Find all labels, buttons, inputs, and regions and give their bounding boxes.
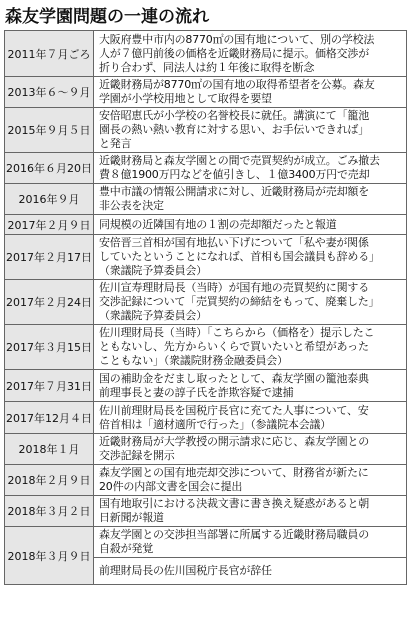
event-description [94,108,407,153]
table-row [5,280,407,325]
event-date: 2018年１月 [5,434,94,465]
event-text-line: （衆議院予算委員会） [99,309,207,322]
event-text-line: していたということになれば、首相も国会議員も辞める」 [99,250,380,263]
event-text-line: 自殺が発覚 [99,542,153,555]
event-text-line: 日新聞が報道 [99,511,164,524]
event-description [94,434,407,465]
table-row [5,235,407,280]
event-description [94,325,407,370]
event-text-line: 交渉記録について「売買契約の締結をもって、廃棄した」 [99,295,380,308]
event-date: 2013年６～９月 [5,77,94,108]
event-text-line: 豊中市議の情報公開請求に対し、近畿財務局が売却額を [99,185,369,198]
event-description [94,527,407,558]
event-text-line: 費８億1900万円などを値引きし、１億3400万円で売却 [99,168,370,181]
event-date: 2018年３月２日 [5,496,94,527]
table-row [5,465,407,496]
event-text-line: 国有地取引における決裁文書に書き換え疑惑があると朝 [99,497,369,510]
event-description [94,153,407,184]
event-text-line: 折り合わず、同法人は約１年後に取得を断念 [99,60,315,74]
event-text-line: 近畿財務局と森友学園との間で売買契約が成立。ごみ撤去 [99,154,380,167]
event-date: 2017年３月15日 [5,325,94,370]
event-text-line: 国の補助金をだまし取ったとして、森友学園の籠池泰典 [99,371,369,385]
table-row [5,402,407,434]
event-text-line: 前理財局長の佐川国税庁長官が辞任 [99,564,272,577]
event-date: 2011年７月ごろ [5,31,94,77]
table-row [5,434,407,465]
event-text-line: 人が７億円前後の価格を近畿財務局に提示。価格交渉が [99,46,369,60]
event-description [94,215,407,235]
event-text-line: 同規模の近隣国有地の１割の売却額だったと報道 [99,217,337,231]
table-row [5,527,407,558]
page-title: 森友学園問題の一連の流れ [5,7,209,27]
event-text-line: 近畿財務局が大学教授の開示請求に応じ、森友学園との [99,435,369,448]
event-description [94,465,407,496]
timeline-table [4,30,407,585]
event-text-line: 森友学園との国有地売却交渉について、財務省が新たに [99,466,369,479]
event-text-line: 安倍晋三首相が国有地払い下げについて「私や妻が関係 [99,236,369,249]
event-text-line: 交渉記録を開示 [99,449,175,462]
event-description [94,31,407,77]
event-date: 2017年２月９日 [5,215,94,235]
event-date: 2015年９月５日 [5,108,94,153]
event-text-line: 20件の内部文書を国会に提出 [99,480,243,493]
table-row [5,215,407,235]
table-row [5,153,407,184]
event-text-line: 森友学園との交渉担当部署に所属する近畿財務局職員の [99,528,369,541]
event-description [94,558,407,585]
event-text-line: 佐川前理財局長を国税庁長官に充てた人事について、安 [99,403,369,417]
table-row [5,31,407,77]
event-text-line: 安倍昭恵氏が小学校の名誉校長に就任。講演にて「籠池 [99,109,369,122]
event-text-line: 大阪府豊中市内の8770㎡の国有地について、別の学校法 [99,32,375,46]
event-description [94,496,407,527]
event-date: 2017年12月４日 [5,402,94,434]
event-date: 2016年９月 [5,184,94,215]
table-row [5,184,407,215]
event-text-line: ともないし、先方からいくらで買いたいと希望があった [99,340,369,353]
event-description [94,280,407,325]
event-text-line: 佐川理財局長（当時）「こちらから（価格を）提示したこ [99,326,375,339]
event-date: 2016年６月20日 [5,153,94,184]
event-description [94,235,407,280]
event-date: 2017年２月24日 [5,280,94,325]
event-description [94,370,407,402]
event-text-line: 前理事長と妻の諄子氏を詐欺容疑で逮捕 [99,385,294,399]
table-row [5,77,407,108]
table-row [5,325,407,370]
event-description [94,184,407,215]
table-row [5,370,407,402]
event-text-line: 近畿財務局が8770㎡の国有地の取得希望者を公募。森友 [99,78,375,91]
event-date: 2017年２月17日 [5,235,94,280]
event-text-line: 学園が小学校用地として取得を要望 [99,92,272,105]
event-date: 2018年３月９日 [5,527,94,585]
event-text-line: 倍首相は「適材適所で行った」（参議院本会議） [99,417,332,431]
event-description [94,77,407,108]
event-date: 2018年２月９日 [5,465,94,496]
table-row [5,496,407,527]
event-text-line: 園長の熱い熱い教育に対する思い、お手伝いできれば」 [99,123,369,136]
event-description [94,402,407,434]
event-text-line: と発言 [99,137,132,150]
event-date: 2017年７月31日 [5,370,94,402]
event-text-line: 佐川宣寿理財局長（当時）が国有地の売買契約に関する [99,281,369,294]
event-text-line: （衆議院予算委員会） [99,264,207,277]
event-text-line: こともない」（衆議院財務金融委員会） [99,354,288,367]
table-row [5,108,407,153]
event-text-line: 非公表を決定 [99,199,164,212]
